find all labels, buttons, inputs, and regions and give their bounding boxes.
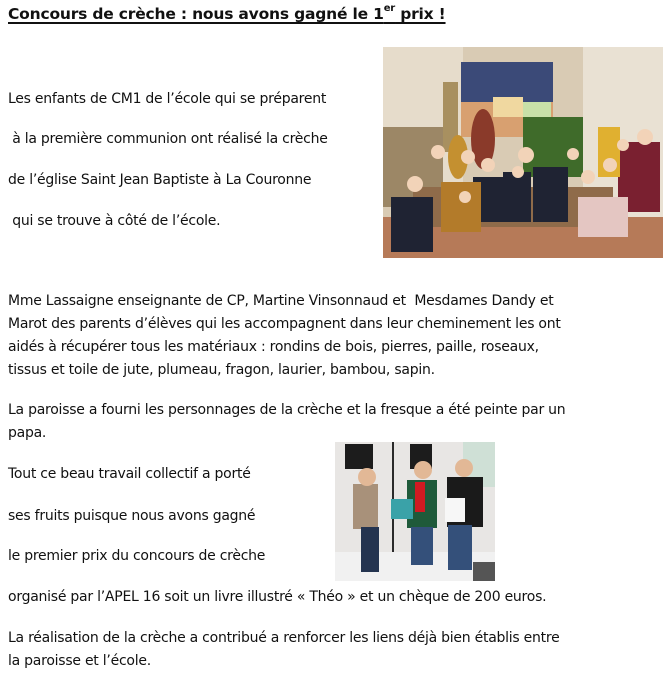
helpers-line: aidés à récupérer tous les matériaux : rondins de bois, pierres, paille, roseaux, bbox=[8, 339, 539, 355]
article-title bbox=[8, 5, 446, 23]
prize-line: Tout ce beau travail collectif a porté bbox=[8, 466, 251, 482]
prize-line: organisé par l’APEL 16 soit un livre illustré « Théo » et un chèque de 200 euros. bbox=[8, 589, 547, 605]
prize-photo-illustration bbox=[335, 442, 495, 581]
closing-line: la paroisse et l’école. bbox=[8, 653, 151, 669]
helpers-line: Mme Lassaigne enseignante de CP, Martine Vinsonnaud et Mesdames Dandy et bbox=[8, 293, 554, 309]
title-main: Concours de crèche : nous avons gagné le 1 bbox=[8, 5, 384, 24]
prize-line: le premier prix du concours de crèche bbox=[8, 548, 266, 564]
creche-photo bbox=[383, 47, 663, 258]
intro-line: qui se trouve à côté de l’école. bbox=[8, 213, 221, 229]
prize-photo bbox=[335, 442, 495, 581]
closing-line: La réalisation de la crèche a contribué a renforcer les liens déjà bien établis entre bbox=[8, 630, 560, 646]
creche-photo-illustration bbox=[383, 47, 663, 258]
parish-line: La paroisse a fourni les personnages de la crèche et la fresque a été peinte par un bbox=[8, 402, 566, 418]
title-superscript: er bbox=[383, 3, 396, 14]
intro-line: à la première communion ont réalisé la crèche bbox=[8, 131, 328, 147]
intro-line: Les enfants de CM1 de l’école qui se préparent bbox=[8, 91, 327, 107]
helpers-line: Marot des parents d’élèves qui les accompagnent dans leur cheminement les ont bbox=[8, 316, 561, 332]
helpers-line: tissus et toile de jute, plumeau, fragon, laurier, bambou, sapin. bbox=[8, 362, 435, 378]
prize-line: ses fruits puisque nous avons gagné bbox=[8, 508, 256, 524]
title-end: prix ! bbox=[395, 5, 446, 24]
parish-line: papa. bbox=[8, 425, 47, 441]
intro-line: de l’église Saint Jean Baptiste à La Couronne bbox=[8, 172, 312, 188]
